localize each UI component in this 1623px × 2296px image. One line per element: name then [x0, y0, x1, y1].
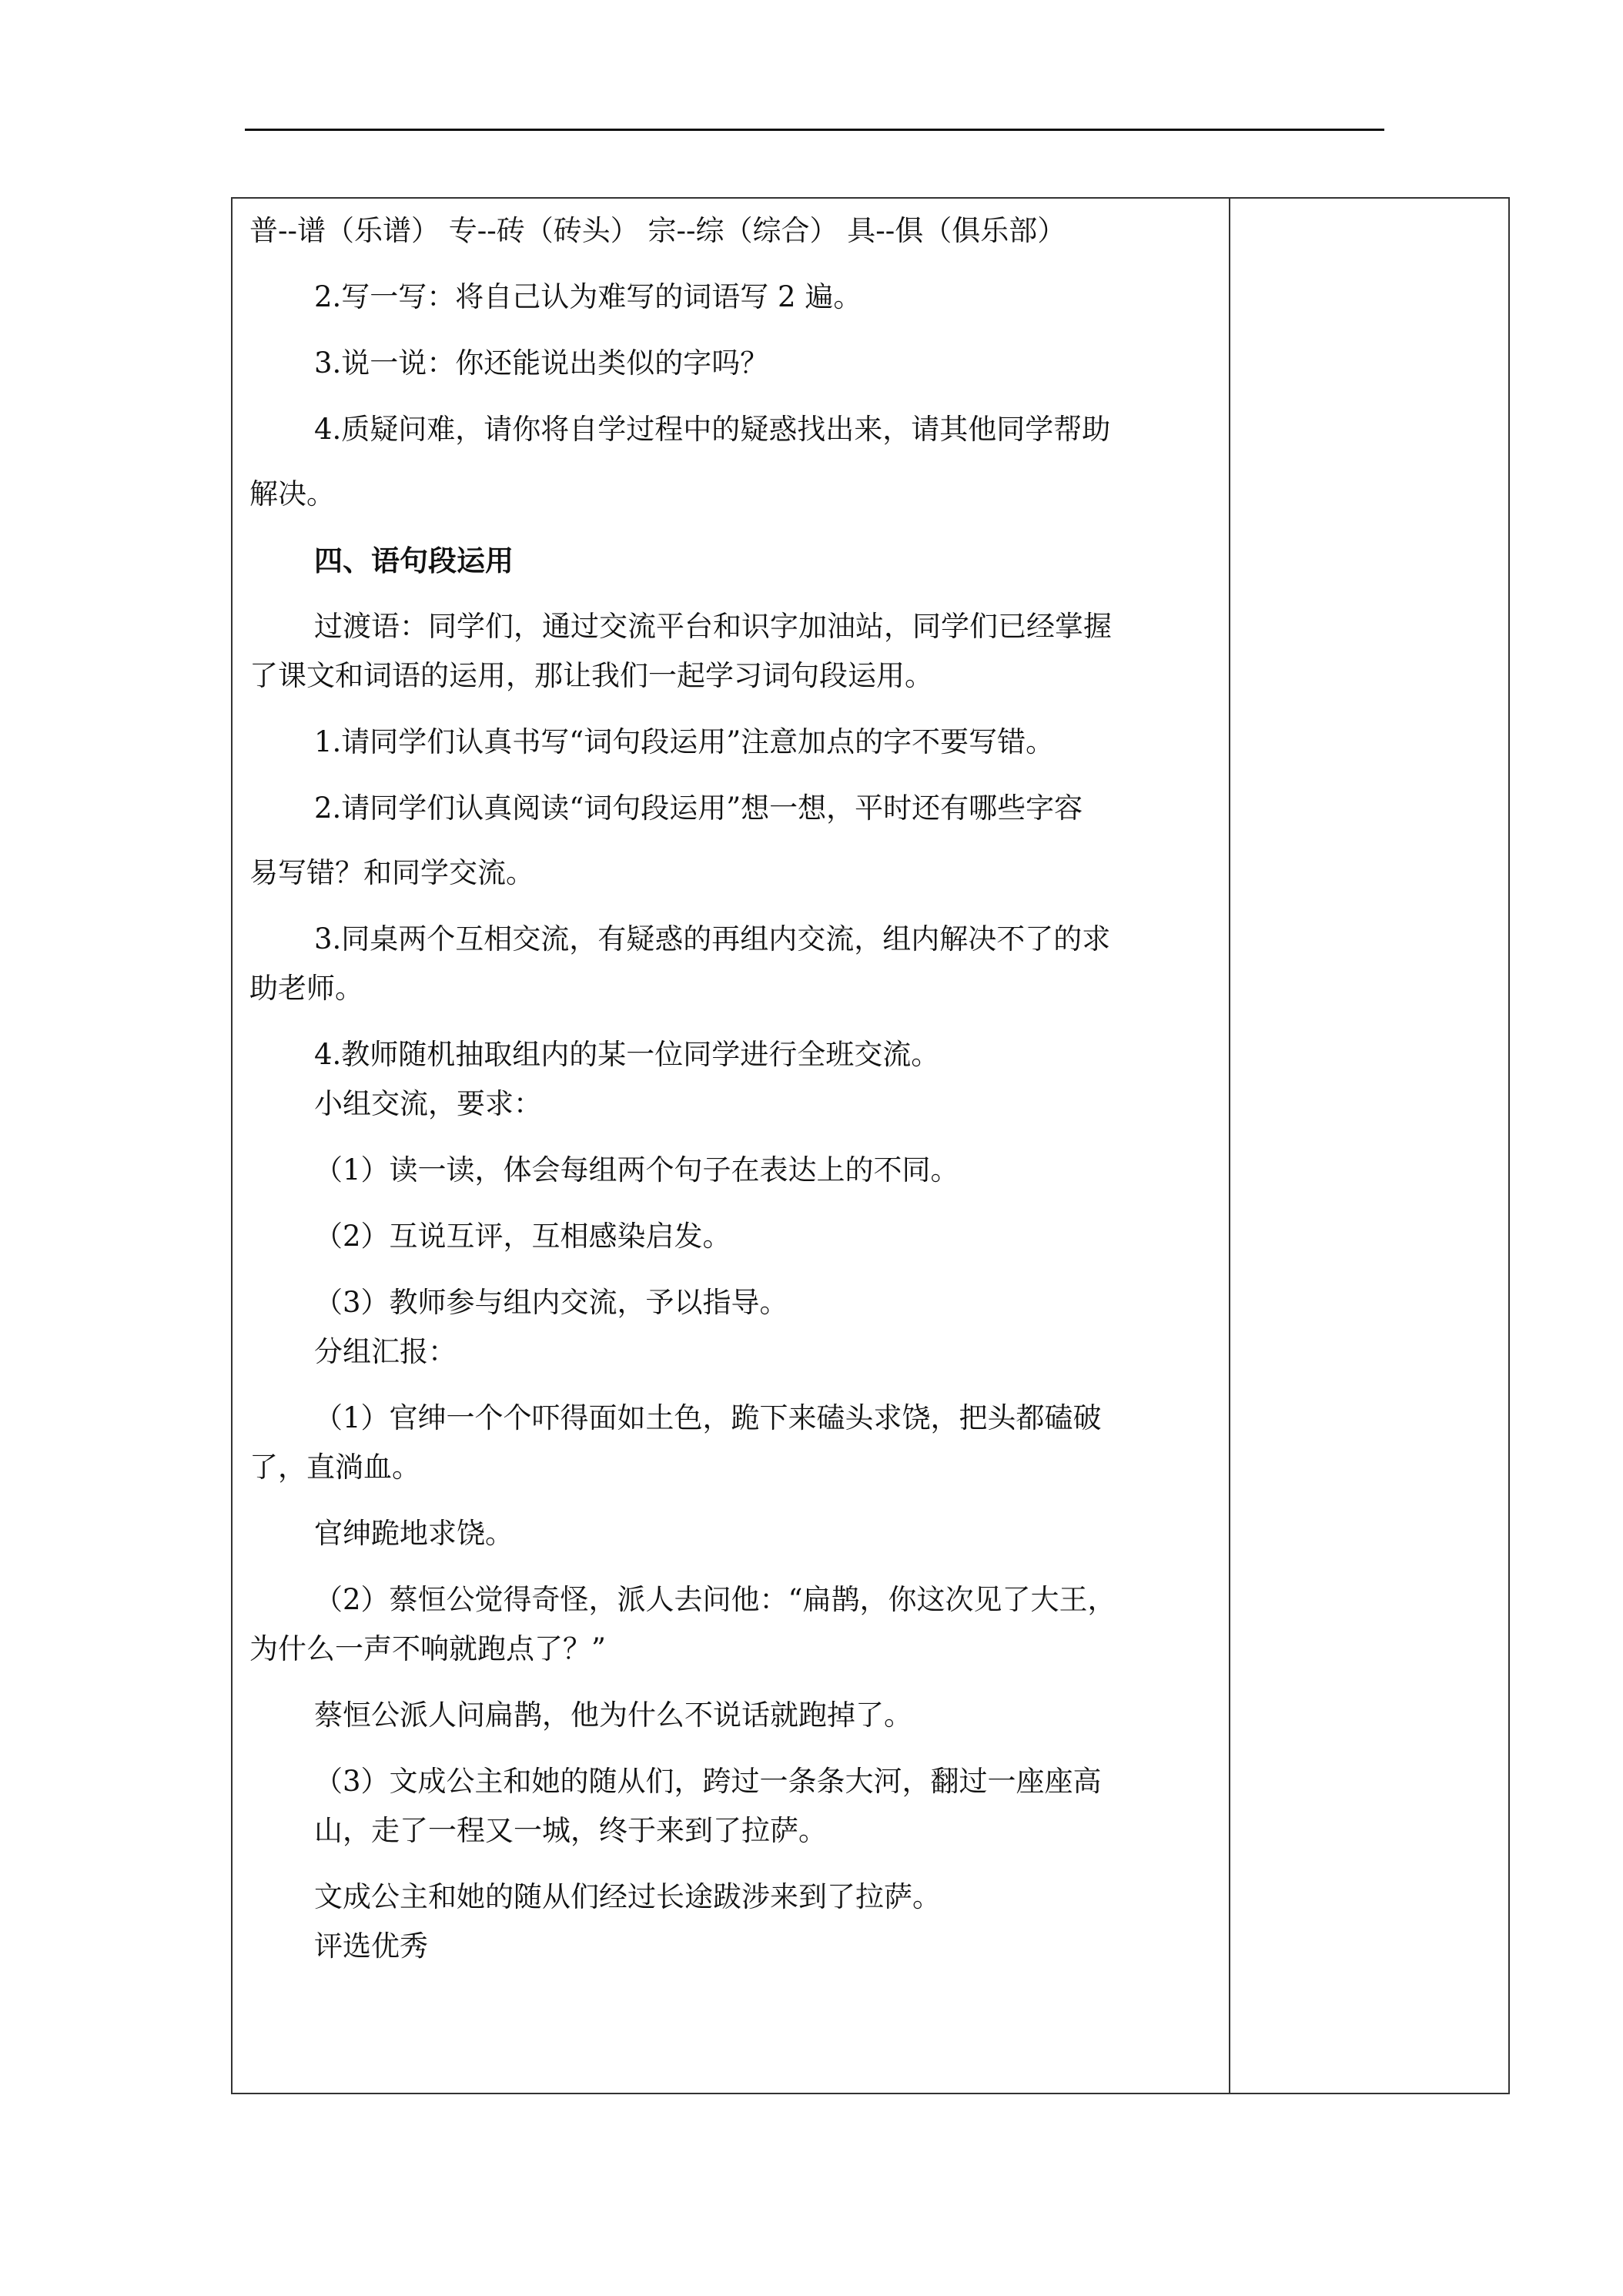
text-line: 4.教师随机抽取组内的某一位同学进行全班交流。 — [314, 1038, 940, 1071]
text-line: （3）教师参与组内交流，予以指导。 — [314, 1286, 788, 1319]
text-line: （1）官绅一个个吓得面如土色，跪下来磕头求饶，把头都磕破 — [314, 1401, 1102, 1434]
text-line: 3.同桌两个互相交流，有疑惑的再组内交流，组内解决不了的求 — [314, 922, 1111, 956]
text-line: 助老师。 — [249, 972, 363, 1005]
text-line: 小组交流，要求： — [314, 1087, 542, 1120]
text-line: 普--谱（乐谱） 专--砖（砖头） 宗--综（综合） 具--俱（俱乐部） — [249, 214, 1066, 247]
text-line: （1）读一读，体会每组两个句子在表达上的不同。 — [314, 1153, 959, 1186]
text-line: 3.说一说：你还能说出类似的字吗？ — [314, 346, 769, 380]
text-line: （2）互说互评，互相感染启发。 — [314, 1220, 731, 1253]
text-line: （2）蔡恒公觉得奇怪，派人去问他：“扁鹊，你这次见了大王， — [314, 1583, 1116, 1616]
text-line: 4.质疑问难，请你将自学过程中的疑惑找出来，请其他同学帮助 — [314, 413, 1111, 446]
lesson-table — [231, 197, 1510, 2094]
text-line: 蔡恒公派人问扁鹊，他为什么不说话就跑掉了。 — [314, 1699, 912, 1732]
text-line: 了课文和词语的运用，那让我们一起学习词句段运用。 — [249, 659, 933, 692]
text-line: 过渡语：同学们，通过交流平台和识字加油站，同学们已经掌握 — [314, 610, 1112, 643]
text-line: （3）文成公主和她的随从们，跨过一条条大河，翻过一座座高 — [314, 1765, 1102, 1798]
section-heading: 四、语句段运用 — [314, 544, 514, 577]
text-line: 解决。 — [249, 477, 335, 510]
text-line: 文成公主和她的随从们经过长途跋涉来到了拉萨。 — [314, 1880, 941, 1913]
text-line: 为什么一声不响就跑点了？” — [249, 1632, 606, 1665]
text-line: 评选优秀 — [314, 1930, 428, 1963]
text-line: 分组汇报： — [314, 1335, 457, 1368]
text-line: 2.写一写：将自己认为难写的词语写 2 遍。 — [314, 280, 862, 313]
text-line: 了，直淌血。 — [249, 1451, 420, 1484]
text-line: 2.请同学们认真阅读“词句段运用”想一想，平时还有哪些字容 — [314, 792, 1083, 825]
text-line: 易写错？和同学交流。 — [249, 856, 534, 889]
text-line: 1.请同学们认真书写“词句段运用”注意加点的字不要写错。 — [314, 725, 1055, 758]
text-line: 山，走了一程又一城，终于来到了拉萨。 — [314, 1814, 827, 1847]
column-divider — [1229, 199, 1230, 2093]
text-line: 官绅跪地求饶。 — [314, 1517, 514, 1550]
header-rule — [245, 129, 1384, 131]
